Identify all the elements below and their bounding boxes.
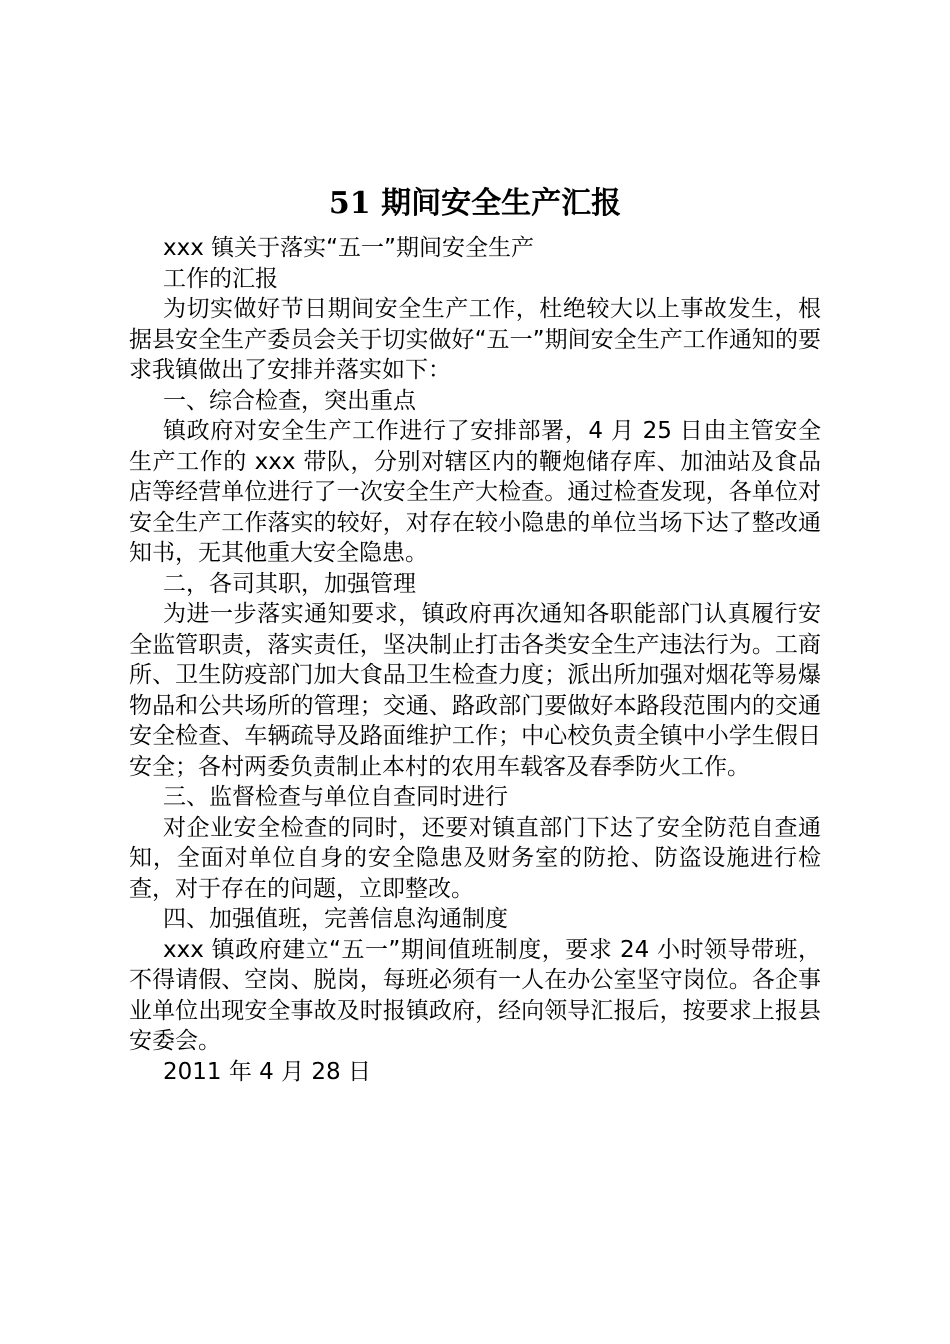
section-heading-3: 三、监督检查与单位自查同时进行 [163, 784, 508, 810]
section-heading-2: 二，各司其职，加强管理 [163, 570, 416, 597]
section-body-3: 对企业安全检查的同时，还要对镇直部门下达了安全防范自查通知，全面对单位自身的安全隐患及财务室的防抢、防盗设施进行检查，对于存在的问题，立即整改。 [129, 814, 821, 902]
section-body-2: 为进一步落实通知要求，镇政府再次通知各职能部门认真履行安全监管职责，落实责任，坚决制止打击各类安全生产违法行为。工商所、卫生防疫部门加大食品卫生检查力度；派出所加强对烟花等易爆物品和公共场所的管理；交通、路政部门要做好本路段范围内的交通安全检查、车辆疏导及路面维护工作；中心校负责全镇中小学生假日安全；各村两委负责制止本村的农用车载客及春季防火工作。 [129, 601, 821, 780]
document-body [129, 233, 821, 1087]
document-date: 2011 年 4 月 28 日 [163, 1058, 371, 1085]
subtitle-line-1: xxx 镇关于落实“五一”期间安全生产 [163, 235, 534, 261]
section-body-4: xxx 镇政府建立“五一”期间值班制度，要求 24 小时领导带班，不得请假、空岗、脱岗，每班必须有一人在办公室坚守岗位。各企事业单位出现安全事故及时报镇政府，经向领导汇报后，按要求上报县安委会。 [129, 936, 821, 1054]
intro-paragraph: 为切实做好节日期间安全生产工作，杜绝较大以上事故发生，根据县安全生产委员会关于切实做好“五一”期间安全生产工作通知的要求我镇做出了安排并落实如下： [129, 296, 821, 383]
section-heading-1: 一、综合检查，突出重点 [163, 387, 416, 414]
section-heading-4: 四、加强值班，完善信息沟通制度 [163, 906, 508, 932]
subtitle-line-2: 工作的汇报 [163, 265, 278, 292]
document-title: 51 期间安全生产汇报 [328, 186, 622, 221]
section-body-1: 镇政府对安全生产工作进行了安排部署，4 月 25 日由主管安全生产工作的 xxx 带队，分别对辖区内的鞭炮储存库、加油站及食品店等经营单位进行了一次安全生产大检查。通过检查发现，各单位对安全生产工作落实的较好，对存在较小隐患的单位当场下达了整改通知书，无其他重大安全隐患。 [129, 418, 821, 566]
